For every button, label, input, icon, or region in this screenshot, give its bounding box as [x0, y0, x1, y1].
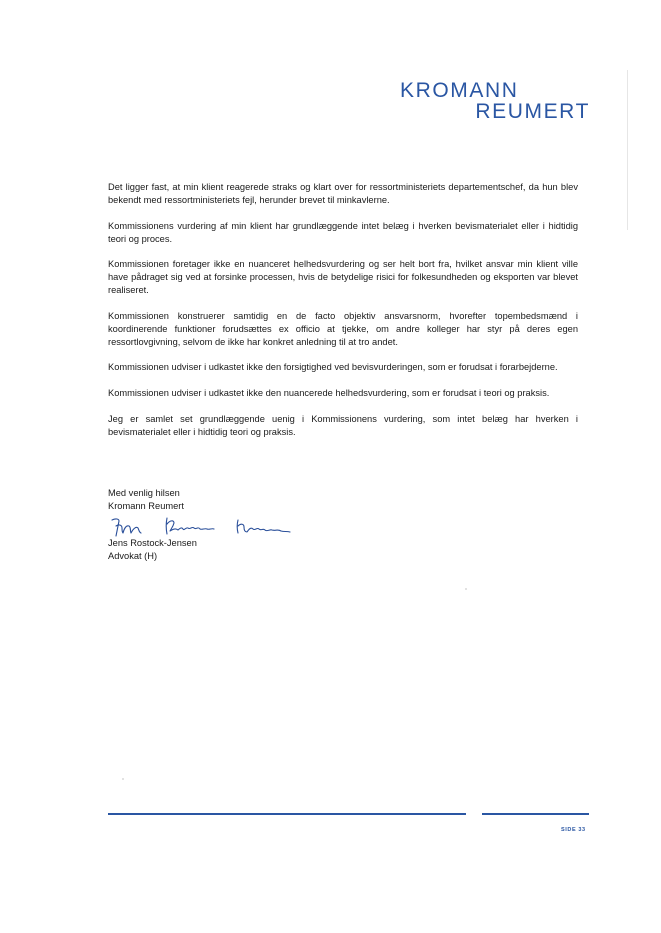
paragraph-7: Jeg er samlet set grundlæggende uenig i Kommissionens vurdering, som intet belæg har hverken i bevismaterialet eller i hidtidig teori og praksis.: [108, 413, 578, 437]
page-number: SIDE 33: [561, 827, 586, 833]
logo-line-1: KROMANN: [400, 79, 519, 102]
closing-greeting: Med venlig hilsen: [108, 488, 180, 498]
scan-speck: [122, 778, 124, 780]
paragraph-3: Kommissionen foretager ikke en nuanceret helhedsvurdering og ser helt bort fra, hvilket ansvar min klient ville have pådraget sig ved at forsinke processen, hvis de betydelige risici for folkesundheden og eksporten var blevet realiseret.: [108, 259, 578, 296]
footer-rule-side: [482, 813, 589, 815]
logo-line-2: REUMERT: [475, 100, 590, 123]
letter-body: [108, 181, 578, 451]
paragraph-5: Kommissionen udviser i udkastet ikke den forsigtighed ved bevisvurderingen, som er forudsat i forarbejderne.: [108, 362, 558, 373]
signer-title: Advokat (H): [108, 550, 158, 561]
handwritten-signature: [110, 512, 295, 540]
paragraph-6: Kommissionen udviser i udkastet ikke den nuancerede helhedsvurdering, som er forudsat i teori og praksis.: [108, 387, 550, 398]
paragraph-1: Det ligger fast, at min klient reagerede straks og klart over for ressortministeriets departementschef, da hun blev bekendt med ressortministeriets fejl, herunder brevet til minkavlerne.: [108, 182, 578, 205]
footer-rule-main: [108, 813, 466, 815]
paragraph-4: Kommissionen konstruerer samtidig en de facto objektiv ansvarsnorm, hvorefter topembedsmænd i koordinerende funktioner forudsættes ex officio at tjekke, om andre kolleger har styr på deres egen ressortlovgivning, selvom de ikke har konkret anledning til at tro andet.: [108, 310, 578, 347]
closing-block: [108, 487, 184, 512]
signer-name: Jens Rostock-Jensen: [108, 538, 197, 548]
closing-firm: Kromann Reumert: [108, 500, 184, 511]
scan-speck: [465, 588, 467, 590]
signer-block: [108, 537, 197, 562]
paragraph-2: Kommissionens vurdering af min klient har grundlæggende intet belæg i hverken bevismaterialet eller i hidtidig teori og proces.: [108, 220, 578, 244]
page-edge: [627, 70, 628, 230]
